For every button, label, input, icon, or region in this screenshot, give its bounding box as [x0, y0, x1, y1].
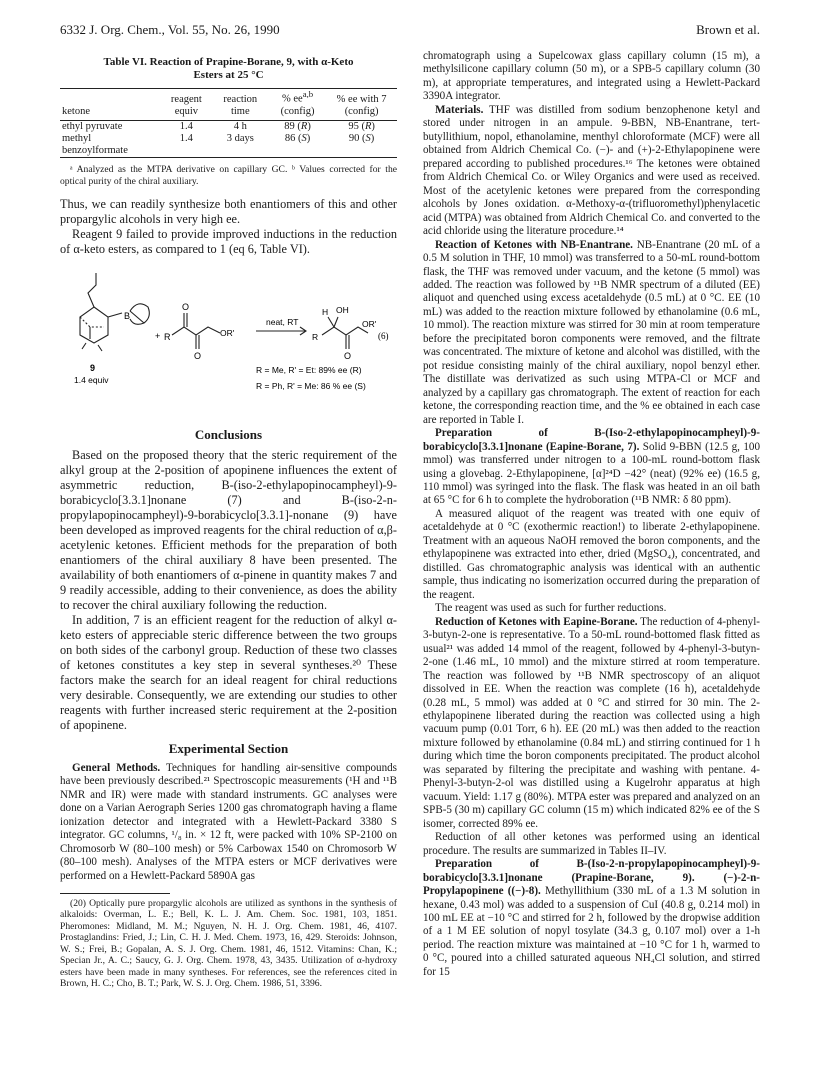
cell-ee7: 90 (S) [326, 133, 397, 158]
running-head-left: 6332 J. Org. Chem., Vol. 55, No. 26, 1990 [60, 22, 280, 37]
paragraph [423, 616, 760, 832]
scheme-drawing [60, 263, 397, 419]
cell-ee: 86 (S) [269, 133, 326, 158]
runin-heading: Reaction of Ketones with NB-Enantrane. [435, 238, 633, 251]
paragraph: Based on the proposed theory that the steric requirement of the alkyl group at the 2-position of apopinene influences the extent of asymmetric reduction, B-(iso-2-ethylapopinocampheyl)-9-borabicyclo[3.3.1]nonane (7) and B-(iso-2-n-propylapopinocampheyl)-9-borabicyclo[3.3.1]-nonane (9) have been developed as improved reagents for the chiral reduction of α,β-acetylenic ketones. Efficient methods for the preparation of both enantiomers of the chiral auxiliary 8 have been presented. The availability of both enantiomers of α-pinene in quantity makes 7 and 9 readily accessible, adding to their convenience, as does the ability to recover the chiral auxiliary following the reduction. [60, 447, 398, 612]
runin-heading: Materials. [435, 103, 484, 116]
cell-equiv: 1.4 [161, 133, 212, 158]
reaction-scheme [60, 263, 397, 419]
ee7-config-label: (config) [344, 105, 379, 117]
table-title-line2: Esters at 25 °C [193, 69, 264, 82]
result-line-2: R = Ph, R' = Me: 86 % ee (S) [256, 381, 366, 392]
ee-footnote-marks: a,b [302, 89, 314, 100]
paragraph-body: NB-Enantrane (20 mL of a 0.5 M solution in THF, 10 mmol) was transferred to a 50-mL round-bottom flask, the THF was removed under vacuum, and the ketone (5 mmol) was added. The reaction was followed by ¹¹B NMR spectrum of a diluted (EE) aliquot and quenched using excess acetaldehyde (0.5 mL) at 0 °C. EE (10 mL) was added to the reaction mixture followed by ethanolamine (0.6 mL, 10 mmol). The reaction mixture was stirred for 30 min at room temperature before the precipitated boron components were removed, and the filtrate was concentrated. The mixture of ketone and alcohol was distilled, with the pot residue consisting mainly of the chiral auxiliary, nopol benzyl ether. The distillate was derivatized as such using MTPA-Cl or MCF and analyzed by a capillary gas chromatograph. The extent of reaction for each ketone, the corresponding reaction time, and the % ee obtained in each case are reported in Table I. [423, 238, 760, 426]
ee-label: % ee [281, 93, 303, 105]
or-prime-right: OR' [362, 319, 377, 330]
runin-heading: Reduction of Ketones with Eapine-Borane. [435, 615, 638, 628]
paragraph: Reduction of all other ketones was performed using an identical procedure. The results are summarized in Tables II–IV. [423, 831, 760, 857]
paragraph-body: THF was distilled from sodium benzophenone ketyl and stored under nitrogen in an ampule. 9-BBN, NB-Enantrane, tert-butyllithium, nopol, ethanolamine, menthyl chloroformate (MCF) were all obtained from Aldrich Chemical Co. (−)- and (+)-2-Ethylapopinene were prepared according to published procedures.¹⁶ The ketones were obtained from Aldrich Chemical Co. or Wiley Organics and were used as received. Most of the acetylenic ketones were prepared from the corresponding alcohols by Jones oxidation. α-Methoxy-α-(trifluoromethyl)phenylacetic acid (MTPA) was obtained from Aldrich Chemical Co. and converted to the acid chloride using the literature procedure.¹⁴ [423, 103, 760, 238]
ester-oxygen-label: O [194, 351, 202, 362]
page-header [60, 22, 760, 40]
product-oxygen-label: O [344, 351, 352, 362]
paragraph: Thus, we can readily synthesize both enantiomers of this and other propargylic alcohols in very high ee. [60, 197, 397, 227]
ee-config: S [301, 133, 307, 145]
paragraph-body: The reduction of 4-phenyl-3-butyn-2-one is representative. To a 50-mL round-bottomed flask fitted as usual²¹ was added 14 mmol of the reagent, followed by 4-phenyl-3-butyn-2-one (1.46 mL, 10 mmol) and the mixture stirred at room temperature. The reaction was followed by ¹¹B NMR spectroscopy of an aliquot dissolved in EE. When the reaction was complete (16 h), acetaldehyde (0.28 mL, 5 mmol) was added at 0 °C and stirred for 30 min. The 2-ethylapopinene liberated during the reaction was collected using a high vacuum pump (0.01 Torr, 6 h). EE (20 mL) was then added to the reaction mixture followed by ethanolamine (0.84 mL) and stirring continued for 1 h during which time the boron components precipitated. The product alcohol was separated by filtering the precipitate and washing with pentane. 4-Phenyl-3-butyn-2-ol was distilled using a Kugelrohr apparatus at high vacuum. Yield: 1.17 g (80%). MTPA ester was prepared and analyzed on an SPB-5 (30 m) capillary GC column (15 m) which indicated 82% ee of the S isomer, corrected 89% ee. [423, 615, 760, 830]
cell-time: 4 h [212, 121, 269, 134]
runin-heading: Preparation of B-(Iso-2-n-propylapopinocampheyl)-9-borabicyclo[3.3.1]nonane (Prapine-Borane, 9). (−)-2-n-Propylapopinene ((−)-8). [423, 858, 760, 898]
ee7-config: S [365, 133, 371, 145]
paragraph: The reagent was used as such for further reductions. [435, 602, 667, 615]
table-footnote: ᵃ Analyzed as the MTPA derivative on capillary GC. ᵇ Values corrected for the optical purity of the chiral auxiliary. [60, 164, 397, 187]
left-column [60, 50, 397, 990]
col-header-ee [269, 89, 326, 121]
footnote-20: (20) Optically pure propargylic alcohols are utilized as synthons in the synthesis of alkaloids: Overman, L. E.; Bell, K. L. J. Am. Chem. Soc. 1981, 103, 1851. Pheromones: Midland, M. M.; Nguyen, N. H. J. Org. Chem. 1981, 46, 4107. Prostaglandins: Fried, J.; Lin, C. H. J. Med. Chem. 1973, 16, 429. Steroids: Johnson, W. S.; Frei, B.; Gopalan, A. S. J. Org. Chem. 1981, 46, 1512. Vitamins: Chan, K.; Specian Jr., A. C.; Saucy, G. J. Org. Chem. 1978, 43, 3435. Utilization of α-hydroxy esters have been made in many syntheses. For references, see the references cited in Brown, H. C.; Cho, B. T.; Park, W. S. J. Org. Chem. 1986, 51, 3396. [60, 897, 397, 990]
or-prime-left: OR' [220, 328, 235, 339]
cell-time: 3 days [212, 133, 269, 158]
paragraph [423, 104, 760, 239]
cell-ee: 89 (R) [269, 121, 326, 134]
ketone-oxygen-label: O [182, 302, 190, 313]
r-group-label-left: R [164, 332, 171, 343]
table-row [60, 133, 397, 158]
r-group-label-right: R [312, 332, 319, 343]
paragraph [60, 762, 397, 883]
ee7-value: 90 [348, 133, 360, 145]
equation-number: (6) [378, 331, 389, 342]
col-header-ee7 [326, 89, 397, 121]
cell-equiv: 1.4 [161, 121, 212, 134]
paragraph: In addition, 7 is an efficient reagent for the reduction of alkyl α-keto esters of appreciable steric difference between the two groups on both sides of the carbonyl group. Reduction of these two classes of ketones constitutes a key step in several syntheses.²⁰ These factors make the search for an ideal reagent for chiral reductions very desirable. Consequently, we are extending our studies to other reagents with further increased steric requirement at the 2-position of apopinene. [60, 612, 397, 732]
col-header-reagent: reagent equiv [161, 89, 212, 121]
running-head-right: Brown et al. [696, 22, 760, 37]
paragraph: Reagent 9 failed to provide improved inductions in the reduction of α-keto esters, as compared to 1 (eq 6, Table VI). [60, 227, 397, 257]
ee-value: 89 [284, 121, 295, 132]
paragraph: chromatograph using a Supelcowax glass capillary column (15 m), a methylsilicone capillary column (50 m), or a SPB-5 capillary column (30 m), at appropriate temperatures, and integrated using a Hewlett-Packard 3390A integrator. [423, 50, 760, 103]
boron-atom-label: B [124, 311, 131, 322]
runin-heading: Preparation of B-(Iso-2-ethylapopinocampheyl)-9-borabicyclo[3.3.1]nonane (Eapine-Borane, 7). [423, 427, 760, 453]
hydrogen-label: H [322, 307, 329, 318]
result-line-1: R = Me, R' = Et: 89% ee (R) [256, 365, 362, 376]
reaction-conditions: neat, RT [266, 317, 299, 328]
reagent-number: 9 [90, 363, 96, 374]
cell-ketone: ethyl pyruvate [60, 121, 161, 134]
paragraph: A measured aliquot of the reagent was treated with one equiv of acetaldehyde at 0 °C (exothermic reaction!) to liberate 2-ethylapopinene. Treatment with an aqueous NaOH removed the boron components, and the ethylapopinene was extracted into ether, dried (MgSO₄), concentrated, and distilled. Gas chromatographic analysis was identical with an authentic sample, thus indicating no isomerization occurred during the preparation of the reagent. [423, 507, 760, 601]
ee7-config: R [364, 121, 372, 132]
ee-config-label: (config) [280, 105, 315, 117]
conclusions-heading: Conclusions [194, 427, 263, 443]
reagent-equiv: 1.4 equiv [74, 375, 109, 386]
footnote-rule [60, 893, 170, 894]
table-vi [60, 88, 397, 158]
ee7-label: % ee with 7 [336, 93, 387, 105]
paragraph-body: Solid 9-BBN (12.5 g, 100 mmol) was transferred under nitrogen to a 100-mL round-bottom flask using a glovebag. 2-Ethylapopinene, [α]²⁴D −42° (neat) (92% ee) (16.5 g, 110 mmol) was syringed into the flask. The flask was heated in an oil bath at 65 °C for 6 h to complete the hydroboration (¹¹B NMR: δ 80 ppm). [423, 440, 760, 507]
ee7-value: 95 [348, 121, 359, 132]
col-header-ketone: ketone [60, 89, 161, 121]
experimental-heading: Experimental Section [168, 740, 289, 756]
paragraph [423, 427, 760, 508]
paragraph-body: Techniques for handling air-sensitive compounds have been previously described.²¹ Spectroscopic measurements (¹H and ¹¹B NMR and IR) were made with standard instruments. GC analyses were done on a Varian Aerograph Series 1200 gas chromatograph having a flame ionization detector and integrated with a Hewlett-Packard 3380 S integrator. GC columns, ¹/₈ in. × 12 ft, were packed with 10% SP-2100 on Chromosorb W (80–100 mesh) or 5% Carbowax 1540 on Chromosorb W (80–100 mesh). Analyses of the MTPA esters or MCF derivatives were performed on a Hewlett-Packard 5890A gas [60, 761, 397, 882]
runin-heading: General Methods. [72, 761, 161, 774]
plus-sign: + [155, 331, 161, 342]
table-title [60, 56, 397, 82]
paragraph-body: Methyllithium (330 mL of a 1.3 M solution in hexane, 0.43 mol) was added to a suspension of CuI (40.8 g, 0.214 mol) in 100 mL EE at −10 °C and stirred for 2 h, followed by the dropwise addition of a 1 M EE solution of nopyl tosylate (34.3 g, 0.107 mol) over a 1-h period. The reaction mixture was maintained at −10 °C for 1 h, warmed to 0 °C, poured into a chilled saturated aqueous NH₄Cl solution, and stirred for 15 [423, 885, 760, 978]
cell-ee7: 95 (R) [326, 121, 397, 134]
right-column [423, 50, 760, 979]
table-title-line1: Table VI. Reaction of Prapine-Borane, 9, with α-Keto [103, 56, 354, 68]
ee-value: 86 [284, 133, 296, 145]
paragraph [423, 239, 760, 428]
cell-ketone: methyl benzoylformate [60, 133, 161, 158]
paragraph [423, 858, 760, 979]
ee-config: R [300, 121, 308, 132]
col-header-reaction: reaction time [212, 89, 269, 121]
hydroxyl-label: OH [336, 305, 349, 316]
table-row [60, 121, 397, 134]
